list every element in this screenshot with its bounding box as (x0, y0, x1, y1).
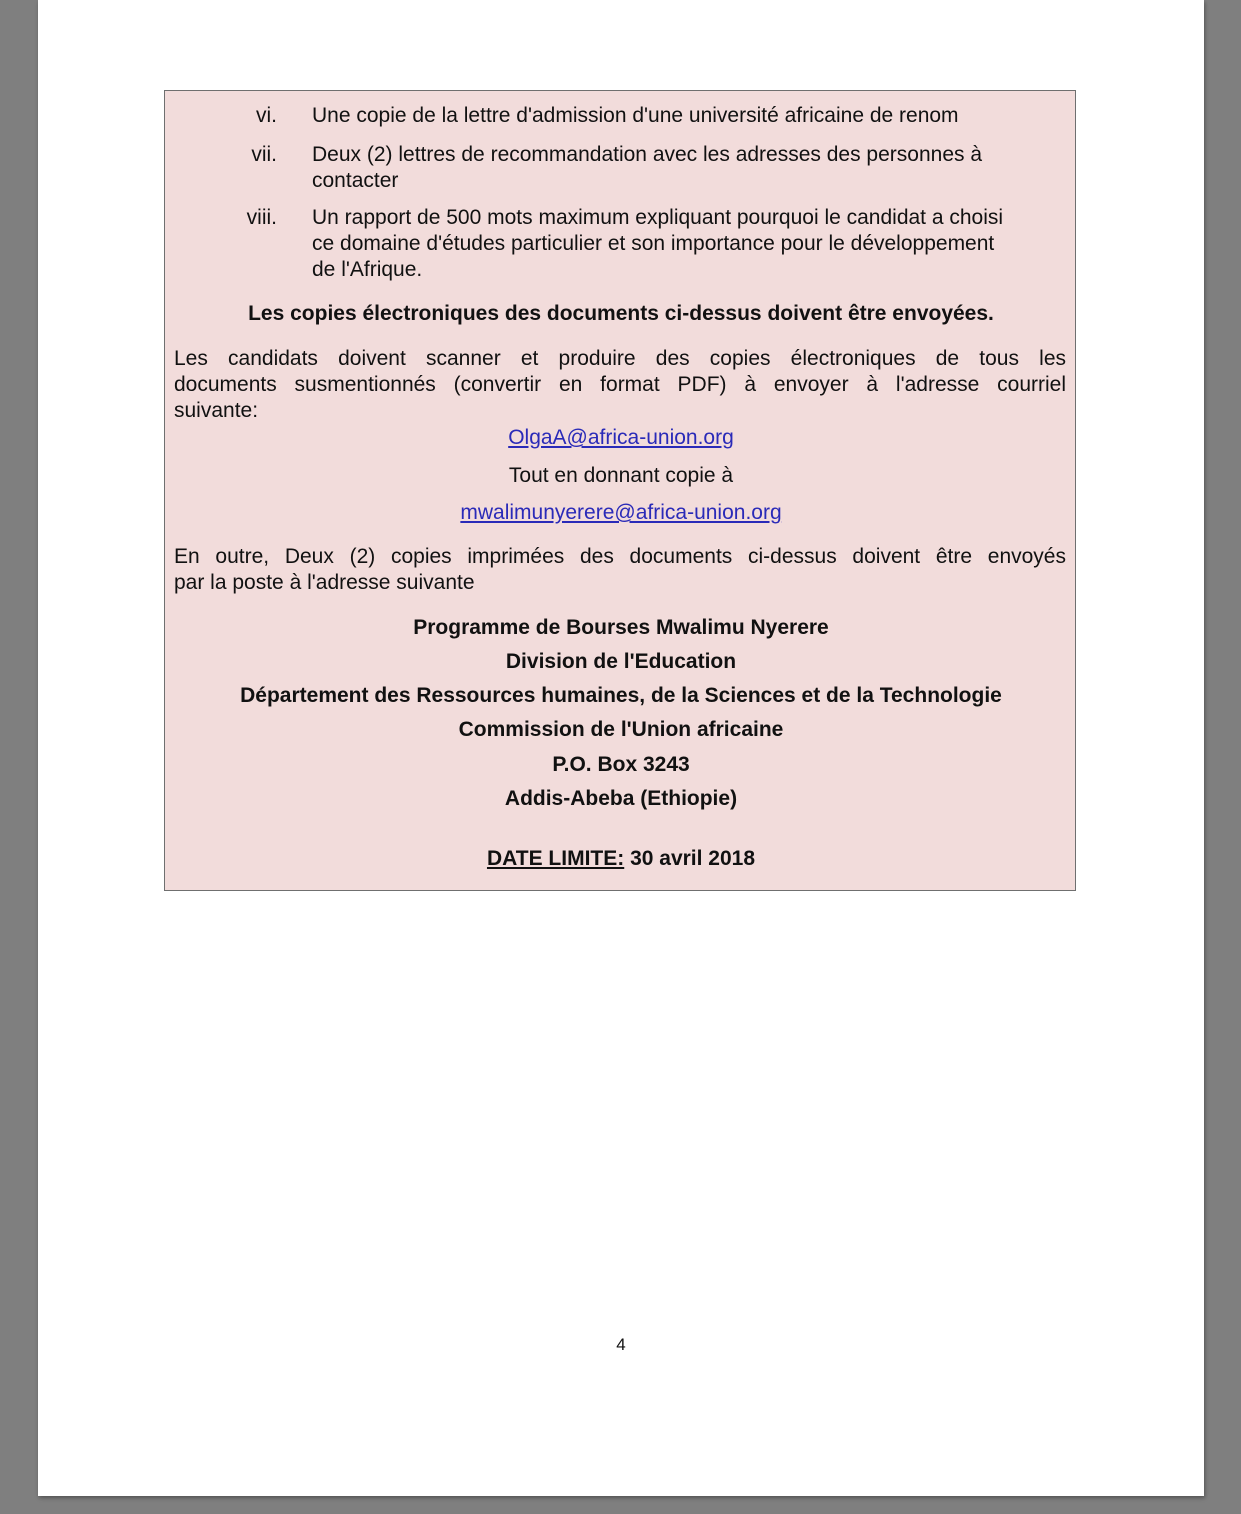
address-line: Division de l'Education (505, 650, 737, 673)
list-item-number: vii. (251, 143, 277, 166)
list-item-text-line: Deux (2) lettres de recommandation avec les adresses des personnes à (312, 143, 983, 166)
primary-email-link[interactable]: OlgaA@africa-union.org (508, 426, 734, 449)
electronic-copies-notice: Les copies électroniques des documents ci-dessus doivent être envoyées. (248, 302, 994, 325)
copy-to-text: Tout en donnant copie à (508, 464, 734, 487)
address-line: Programme de Bourses Mwalimu Nyerere (413, 616, 829, 639)
list-item-number: vi. (256, 104, 277, 127)
list-item-text-line: contacter (312, 169, 399, 192)
scan-instructions-line: documents susmentionnés (convertir en format PDF) à envoyer à l'adresse courriel (174, 373, 1066, 396)
primary-email-row (165, 425, 1077, 451)
list-item-text-line: ce domaine d'études particulier et son importance pour le développement (312, 232, 995, 255)
document-page (38, 0, 1204, 1496)
scan-instructions-line: Les candidats doivent scanner et produire des copies électroniques de tous les (174, 347, 1066, 370)
postal-instructions-line: par la poste à l'adresse suivante (174, 571, 475, 594)
deadline (165, 846, 1077, 872)
scan-instructions-line: suivante: (174, 399, 259, 422)
address-line: Commission de l'Union africaine (458, 718, 784, 741)
list-item-text: Une copie de la lettre d'admission d'une université africaine de renom (312, 104, 959, 127)
copy-email-row (165, 500, 1077, 526)
address-line: P.O. Box 3243 (552, 753, 690, 776)
highlighted-content-box (164, 90, 1076, 891)
postal-instructions-line: En outre, Deux (2) copies imprimées des documents ci-dessus doivent être envoyés (174, 545, 1066, 568)
address-line: Addis-Abeba (Ethiopie) (504, 787, 738, 810)
list-item-text-line: Un rapport de 500 mots maximum expliquant pourquoi le candidat a choisi (312, 206, 1004, 229)
page-number: 4 (616, 1335, 626, 1354)
address-line: Département des Ressources humaines, de la Sciences et de la Technologie (240, 684, 1002, 707)
copy-email-link[interactable]: mwalimunyerere@africa-union.org (460, 501, 782, 524)
deadline-label: DATE LIMITE: (486, 847, 625, 870)
list-item-number: viii. (246, 206, 277, 229)
list-item-text-line: de l'Afrique. (312, 258, 423, 281)
deadline-value: 30 avril 2018 (624, 847, 756, 870)
